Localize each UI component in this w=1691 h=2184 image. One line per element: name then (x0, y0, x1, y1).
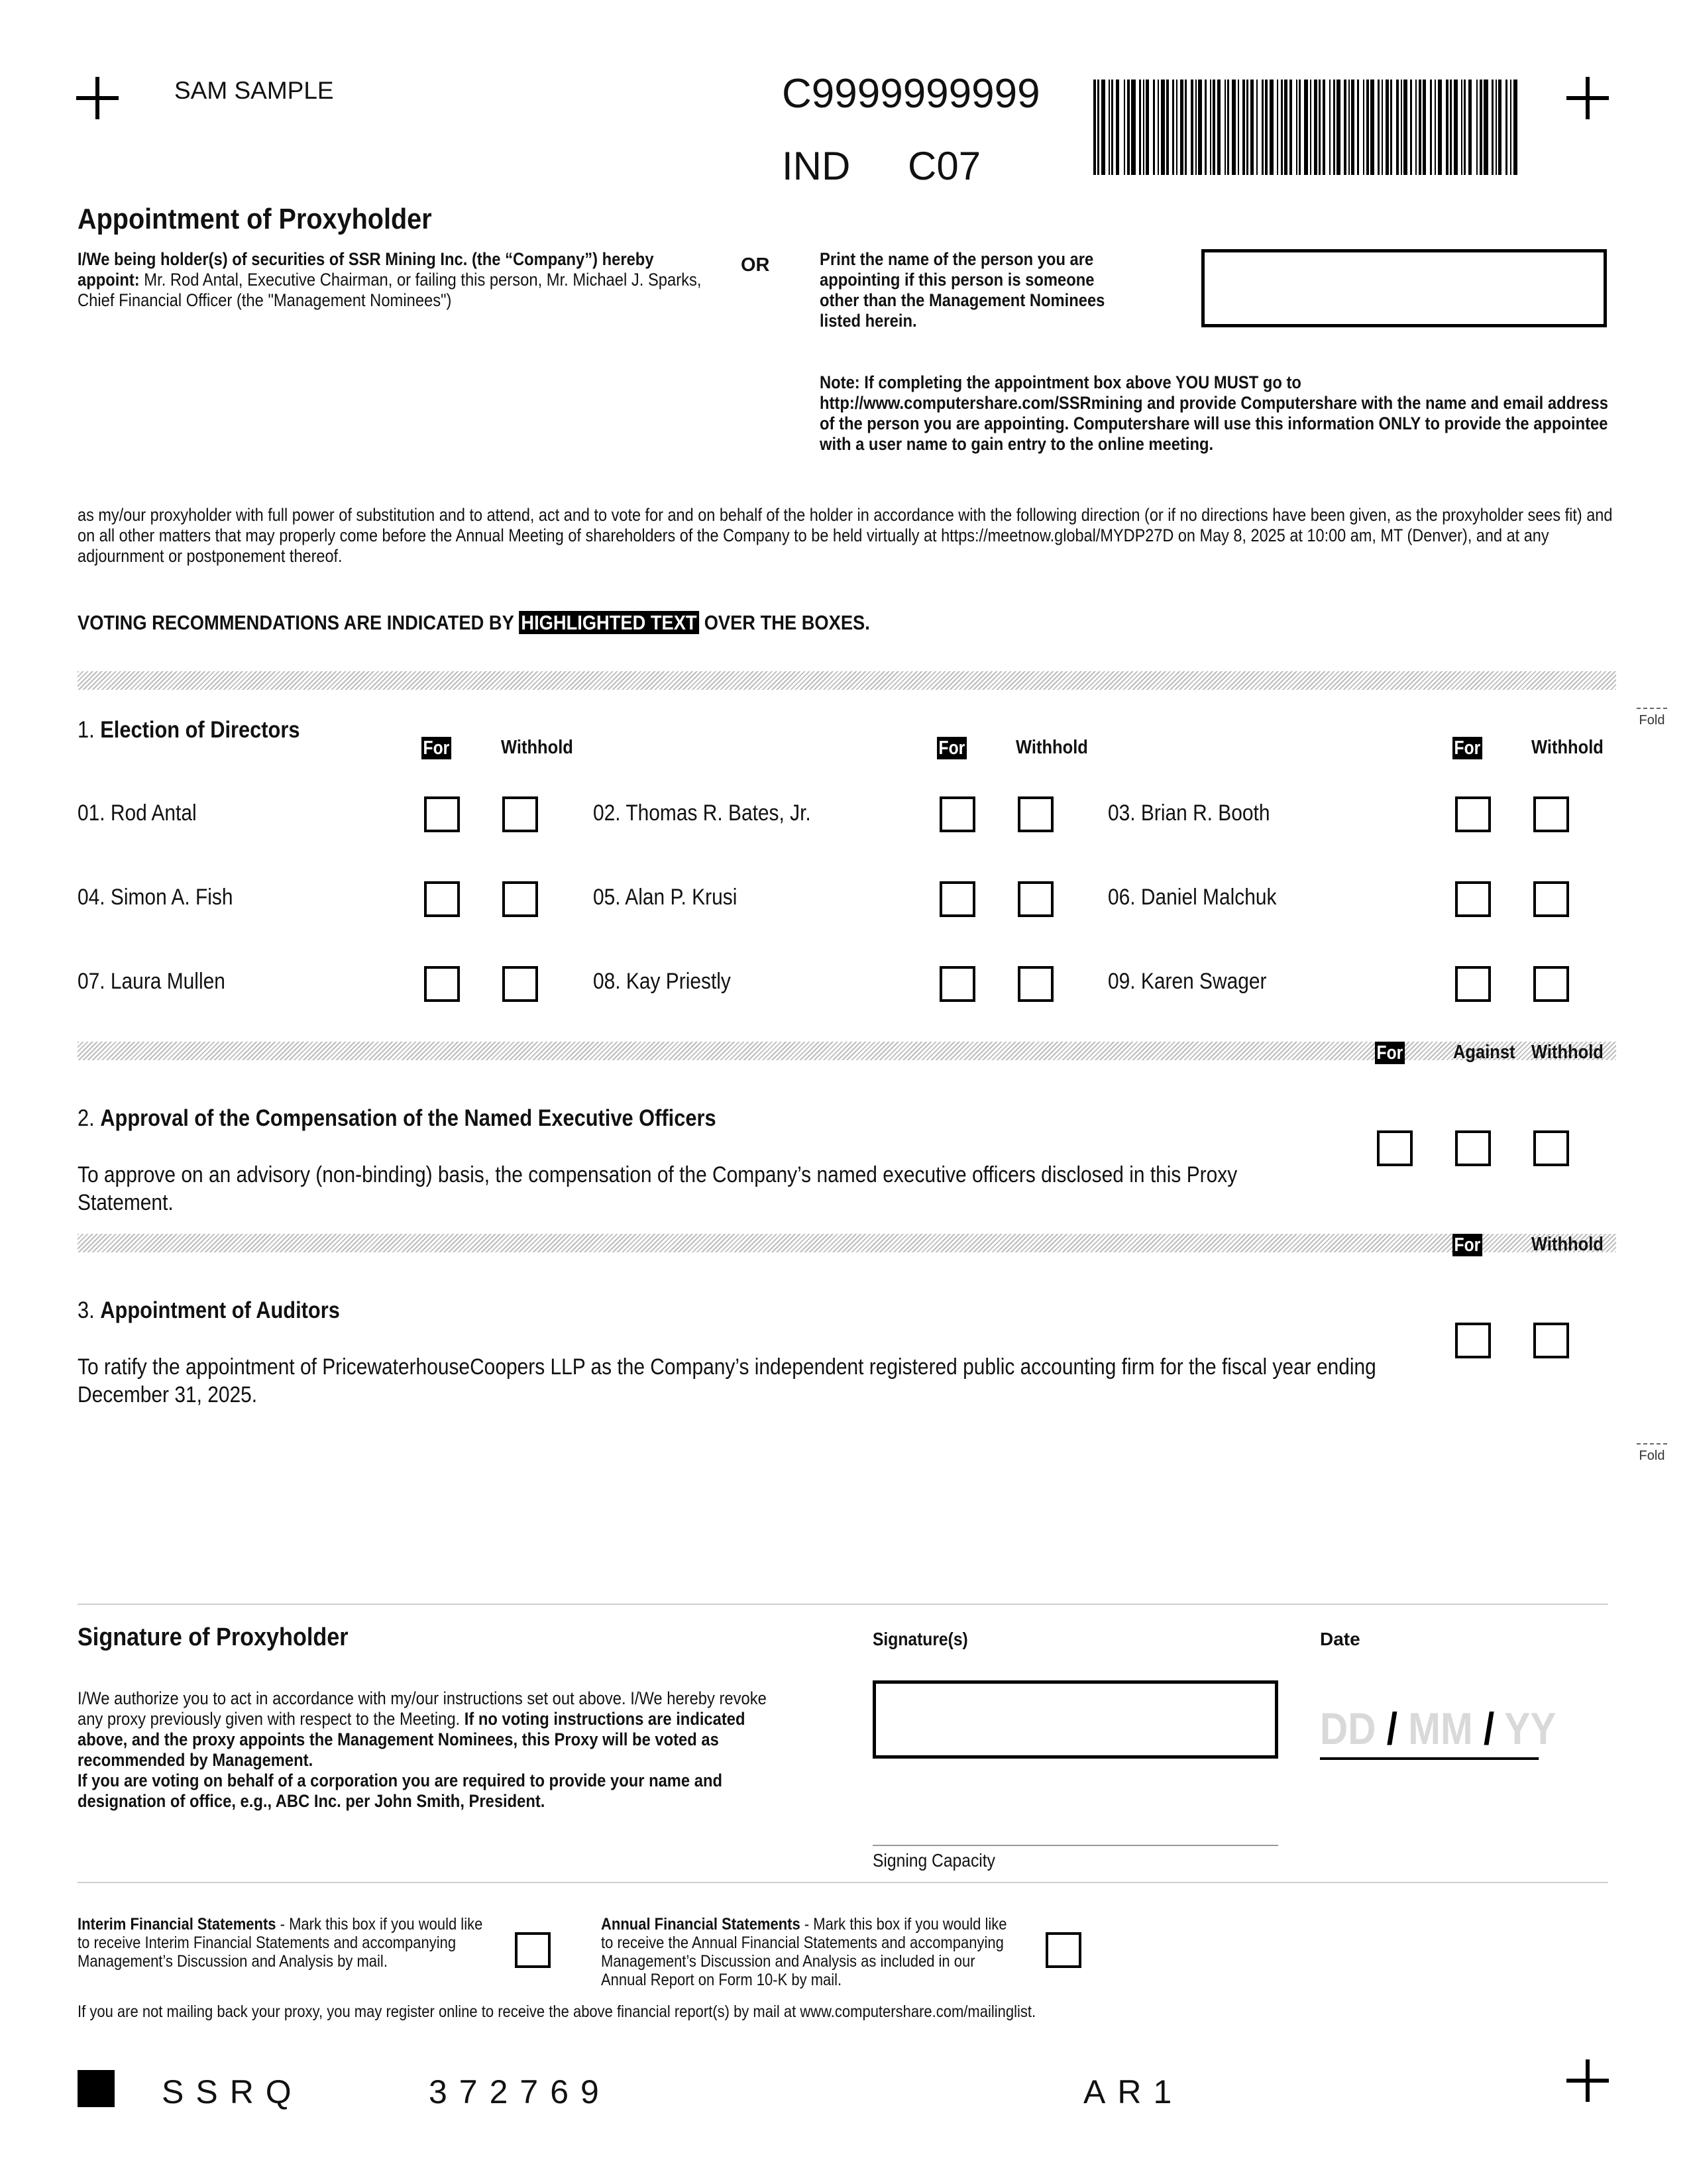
director-08-withhold-checkbox[interactable] (1018, 966, 1054, 1002)
director-08-for-checkbox[interactable] (940, 966, 975, 1002)
barcode-bar (1265, 80, 1268, 175)
resolution-2-text: To approve on an advisory (non-binding) basis, the compensation of the Company’s named executive officers disclosed in this Proxy Statement. (78, 1162, 1238, 1215)
barcode-bar (1143, 80, 1144, 175)
resolution-2-title: Approval of the Compensation of the Named Executive Officers (100, 1105, 716, 1131)
section-divider-1 (78, 671, 1616, 690)
r1-col2-for-label: For (937, 737, 967, 759)
barcode-bar (1423, 80, 1426, 175)
barcode-bar (1256, 80, 1258, 175)
barcode-bar (1127, 80, 1130, 175)
barcode-bar (1277, 80, 1278, 175)
barcode-bar (1284, 80, 1287, 175)
director-name: 02. Thomas R. Bates, Jr. (593, 800, 811, 826)
resolution-2-for-checkbox[interactable] (1377, 1130, 1413, 1166)
barcode-bar (1450, 80, 1452, 175)
section-divider-3 (78, 1234, 1616, 1252)
director-09-withhold-checkbox[interactable] (1533, 966, 1569, 1002)
recommendation-highlight: HIGHLIGHTED TEXT (519, 611, 699, 634)
r3-withhold-label: Withhold (1531, 1234, 1604, 1255)
director-name: 07. Laura Mullen (78, 969, 225, 994)
barcode-bar (1299, 80, 1301, 175)
director-05-for-checkbox[interactable] (940, 881, 975, 917)
fold-mark-upper (1637, 708, 1667, 728)
resolution-2-against-checkbox[interactable] (1455, 1130, 1491, 1166)
resolution-2-withhold-checkbox[interactable] (1533, 1130, 1569, 1166)
barcode-bar (1492, 80, 1494, 175)
barcode-bar (1109, 80, 1110, 175)
r1-col2-withhold-label: Withhold (1016, 737, 1088, 758)
barcode-bar (1344, 80, 1346, 175)
appointment-intro (78, 249, 719, 311)
barcode-bar (1403, 80, 1407, 175)
barcode-bar (1438, 80, 1442, 175)
barcode-image (1093, 80, 1520, 175)
signing-capacity-line[interactable] (873, 1845, 1278, 1846)
signatures-label: Signature(s) (873, 1629, 968, 1649)
annual-title: Annual Financial Statements (601, 1915, 800, 1934)
barcode-bar (1289, 80, 1292, 175)
barcode-bar (1461, 80, 1462, 175)
fold-mark-lower (1637, 1443, 1667, 1464)
signature-text (78, 1688, 794, 1812)
recommendation-prefix: VOTING RECOMMENDATIONS ARE INDICATED BY (78, 611, 519, 634)
director-07-withhold-checkbox[interactable] (502, 966, 538, 1002)
appointment-note: Note: If completing the appointment box above YOU MUST go to http://www.computershare.com/SSRmining and provide Computershare with the name and email address of the person you are appointing. Computershare will use this information ONLY to provide the appointee with a user name to gain entry to the online meeting. (820, 372, 1608, 454)
signature-text-bold-1: If no voting instructions are indicated above, and the proxy appoints the Management Nominees, this Proxy will be voted as recommended by Management. (78, 1709, 745, 1770)
barcode-bar (1336, 80, 1340, 175)
barcode-bar (1213, 80, 1215, 175)
barcode-bar (1262, 80, 1264, 175)
director-03-withhold-checkbox[interactable] (1533, 796, 1569, 832)
barcode-bar (1329, 80, 1331, 175)
barcode-bar (1310, 80, 1311, 175)
director-01-for-checkbox[interactable] (424, 796, 460, 832)
holder-name: SAM SAMPLE (174, 77, 334, 104)
barcode-bar (1166, 80, 1169, 175)
barcode-bar (1146, 80, 1149, 175)
barcode-bar (1430, 80, 1432, 175)
registration-mark-top-left (76, 77, 119, 119)
resolution-3-title: Appointment of Auditors (100, 1297, 340, 1323)
r2-for-label: For (1375, 1042, 1405, 1064)
resolution-3-heading (78, 1297, 340, 1324)
control-number: C9999999999 (782, 71, 1040, 117)
barcode-bar (1510, 80, 1511, 175)
barcode-bar (1363, 80, 1364, 175)
barcode-bar (1435, 80, 1436, 175)
barcode-bar (1116, 80, 1119, 175)
date-input[interactable] (1320, 1703, 1556, 1760)
proxy-authority-text: as my/our proxyholder with full power of substitution and to attend, act and to vote for and on behalf of the holder in accordance with the following direction (or if no directions have been given, as the proxyholder sees fit) and on all other matters that may properly come before the Annual Meeting of shareholders of the Company to be held virtually at https://meetnow.global/MYDP27D on May 8, 2025 at 10:00 am, MT (Denver), and at any adjournment or postponement thereof. (78, 505, 1613, 566)
barcode-bar (1480, 80, 1482, 175)
barcode-bar (1111, 80, 1113, 175)
annual-description: - Mark this box if you would like to receive the Annual Financial Statements and accompanying Management’s Discussion and Analysis as included in our Annual Report on Form 10-K by mail. (601, 1915, 1007, 1989)
barcode-bar (1304, 80, 1308, 175)
barcode-bar (1172, 80, 1174, 175)
resolution-1-title: Election of Directors (100, 717, 300, 743)
barcode-bar (1348, 80, 1350, 175)
voting-recommendation (78, 611, 870, 635)
signature-divider-top (78, 1604, 1608, 1605)
barcode-bar (1454, 80, 1458, 175)
director-04-withhold-checkbox[interactable] (502, 881, 538, 917)
barcode-bar (1505, 80, 1507, 175)
r1-col1-withhold-label: Withhold (501, 737, 573, 758)
barcode-bar (1401, 80, 1402, 175)
barcode-bar (1131, 80, 1136, 175)
barcode-bar (1180, 80, 1183, 175)
signature-text-plain: I/We authorize you to act in accordance with my/our instructions set out above. I/We hereby revoke any proxy previously given with respect to the Meeting. (78, 1688, 767, 1729)
resolution-3-for-checkbox[interactable] (1455, 1323, 1491, 1358)
barcode-bar (1185, 80, 1187, 175)
director-05-withhold-checkbox[interactable] (1018, 881, 1054, 917)
signing-capacity-label: Signing Capacity (873, 1850, 995, 1871)
barcode-bar (1232, 80, 1236, 175)
footer-code-1: SSRQ (162, 2073, 303, 2110)
registration-mark-bottom-right (1566, 2059, 1609, 2102)
annual-statements-checkbox[interactable] (1046, 1932, 1081, 1968)
barcode-bar (1093, 80, 1096, 175)
barcode-bar (1158, 80, 1159, 175)
annual-statements-text (601, 1915, 1009, 1989)
director-02-for-checkbox[interactable] (940, 796, 975, 832)
print-name-instruction: Print the name of the person you are appointing if this person is someone other than the Management Nominees listed herein. (820, 249, 1105, 331)
date-separator: / (1386, 1704, 1397, 1754)
corner-mark-bottom-left (78, 2070, 115, 2107)
barcode-bar (1281, 80, 1283, 175)
interim-statements-checkbox[interactable] (515, 1932, 551, 1968)
barcode-bar (1195, 80, 1197, 175)
director-name: 08. Kay Priestly (593, 969, 731, 994)
barcode-bar (1476, 80, 1478, 175)
director-01-withhold-checkbox[interactable] (502, 796, 538, 832)
r1-col3-for-label: For (1452, 737, 1482, 759)
interim-title: Interim Financial Statements (78, 1915, 276, 1934)
proxyholder-name-input[interactable] (1201, 249, 1607, 327)
appointment-intro-rest: Mr. Rod Antal, Executive Chairman, or failing this person, Mr. Michael J. Sparks, Chief Financial Officer (the "Management Nominees") (78, 270, 702, 310)
director-name: 09. Karen Swager (1108, 969, 1267, 994)
director-04-for-checkbox[interactable] (424, 881, 460, 917)
barcode-bar (1191, 80, 1193, 175)
recommendation-suffix: OVER THE BOXES. (699, 611, 870, 634)
barcode-bar (1446, 80, 1448, 175)
r3-for-label: For (1452, 1234, 1482, 1256)
date-mm-placeholder: MM (1408, 1704, 1473, 1754)
director-name: 04. Simon A. Fish (78, 885, 233, 910)
signature-title: Signature of Proxyholder (78, 1623, 349, 1651)
barcode-bar (1161, 80, 1165, 175)
fold-label: Fold (1639, 713, 1665, 728)
interim-statements-text (78, 1915, 486, 1971)
barcode-bar (1390, 80, 1392, 175)
fold-label: Fold (1639, 1448, 1665, 1463)
barcode-bar (1296, 80, 1297, 175)
barcode-bar (1242, 80, 1245, 175)
director-name: 05. Alan P. Krusi (593, 885, 737, 910)
barcode-bar (1246, 80, 1248, 175)
or-label: OR (741, 254, 770, 276)
registration-mark-top-right (1566, 77, 1609, 119)
resolution-3-withhold-checkbox[interactable] (1533, 1323, 1569, 1358)
r1-col3-withhold-label: Withhold (1531, 737, 1604, 758)
date-separator: / (1483, 1704, 1495, 1754)
barcode-bar (1333, 80, 1335, 175)
barcode-bar (1205, 80, 1207, 175)
barcode-bar (1176, 80, 1177, 175)
appointment-intro-bold: I/We being holder(s) of securities of SSR Mining Inc. (the “Company”) hereby appoint: (78, 249, 654, 290)
signature-divider-bottom (78, 1882, 1608, 1883)
signature-text-bold-2: If you are voting on behalf of a corporation you are required to provide your name and designation of office, e.g., ABC Inc. per John Smith, President. (78, 1771, 722, 1811)
resolution-1-number: 1. (78, 717, 95, 743)
barcode-bar (1351, 80, 1354, 175)
appointment-title: Appointment of Proxyholder (78, 203, 432, 235)
director-03-for-checkbox[interactable] (1455, 796, 1491, 832)
resolution-2-number: 2. (78, 1105, 95, 1131)
director-name: 06. Daniel Malchuk (1108, 885, 1277, 910)
director-name: 03. Brian R. Booth (1108, 800, 1270, 826)
director-name: 01. Rod Antal (78, 800, 197, 826)
barcode-bar (1382, 80, 1383, 175)
barcode-bar (1101, 80, 1105, 175)
online-registration-note: If you are not mailing back your proxy, you may register online to receive the above financial report(s) by mail at www.computershare.com/mailinglist. (78, 2002, 1036, 2021)
barcode-bar (1513, 80, 1517, 175)
director-02-withhold-checkbox[interactable] (1018, 796, 1054, 832)
barcode-bar (1238, 80, 1239, 175)
barcode-bar (1396, 80, 1399, 175)
barcode-bar (1370, 80, 1374, 175)
interim-description: - Mark this box if you would like to receive Interim Financial Statements and accompanying Management’s Discussion and Analysis by mail. (78, 1915, 483, 1971)
barcode-bar (1357, 80, 1359, 175)
resolution-3-number: 3. (78, 1297, 95, 1323)
barcode-bar (1217, 80, 1221, 175)
barcode-bar (1210, 80, 1211, 175)
barcode-bar (1225, 80, 1226, 175)
barcode-bar (1378, 80, 1380, 175)
date-dd-placeholder: DD (1320, 1704, 1376, 1754)
resolution-2-heading (78, 1105, 716, 1132)
barcode-bar (1323, 80, 1325, 175)
resolution-1-heading (78, 717, 300, 743)
barcode-bar (1270, 80, 1274, 175)
barcode-bar (1498, 80, 1501, 175)
director-06-for-checkbox[interactable] (1455, 881, 1491, 917)
barcode-bar (1153, 80, 1155, 175)
barcode-bar (1484, 80, 1488, 175)
barcode-bar (1419, 80, 1421, 175)
signature-input[interactable] (873, 1680, 1278, 1759)
barcode-bar (1386, 80, 1389, 175)
barcode-bar (1468, 80, 1472, 175)
r2-against-label: Against (1453, 1042, 1515, 1063)
r2-withhold-label: Withhold (1531, 1042, 1604, 1063)
barcode-bar (1198, 80, 1202, 175)
account-code: C07 (908, 144, 981, 188)
director-07-for-checkbox[interactable] (424, 966, 460, 1002)
barcode-bar (1139, 80, 1141, 175)
barcode-bar (1496, 80, 1497, 175)
director-09-for-checkbox[interactable] (1455, 966, 1491, 1002)
barcode-bar (1464, 80, 1466, 175)
date-yy-placeholder: YY (1504, 1704, 1556, 1754)
barcode-bar (1124, 80, 1125, 175)
barcode-bar (1319, 80, 1321, 175)
barcode-bar (1415, 80, 1417, 175)
director-06-withhold-checkbox[interactable] (1533, 881, 1569, 917)
barcode-bar (1097, 80, 1099, 175)
barcode-bar (1250, 80, 1254, 175)
barcode-bar (1366, 80, 1369, 175)
date-label: Date (1320, 1629, 1360, 1649)
barcode-bar (1314, 80, 1317, 175)
resolution-3-text: To ratify the appointment of PricewaterhouseCoopers LLP as the Company’s independent registered public accounting firm for the fiscal year ending December 31, 2025. (78, 1354, 1376, 1407)
footer-code-3: AR1 (1083, 2073, 1184, 2110)
r1-col1-for-label: For (421, 737, 451, 759)
barcode-bar (1410, 80, 1412, 175)
barcode-bar (1227, 80, 1229, 175)
account-class: IND (782, 144, 851, 188)
footer-code-2: 372769 (429, 2073, 611, 2110)
